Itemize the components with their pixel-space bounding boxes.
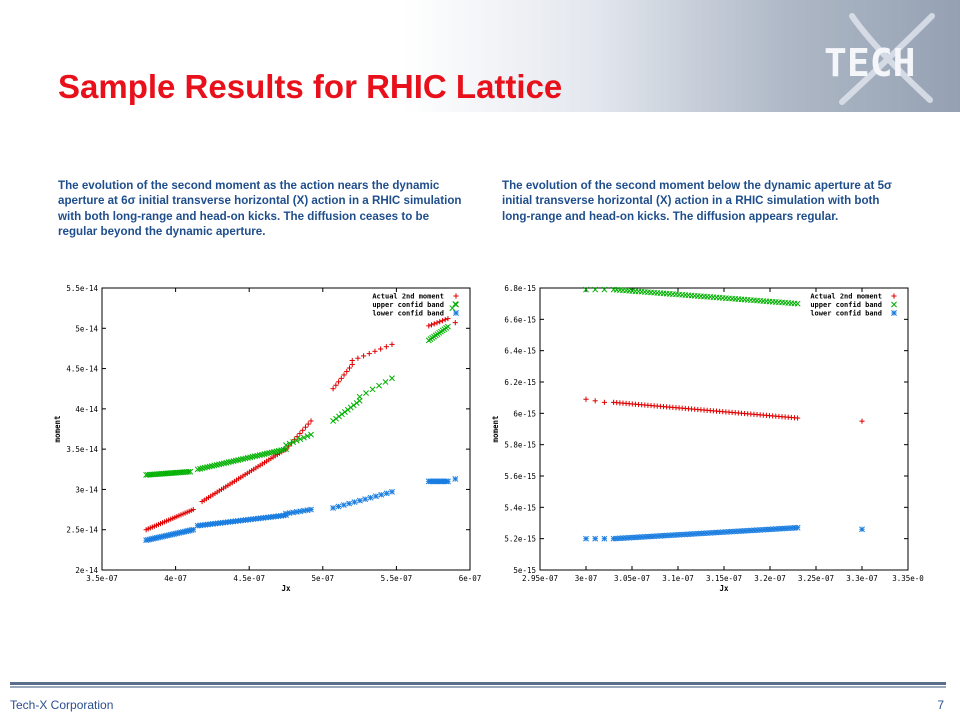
page-number: 7 [937,698,944,712]
data-point [368,495,373,500]
legend-marker [453,310,458,315]
x-axis-label: Jx [281,584,291,593]
x-tick-label: 3e-07 [574,574,598,583]
footer-rule [10,682,946,685]
data-point [384,491,389,496]
y-tick-label: 2e-14 [75,566,98,575]
data-point [357,498,362,503]
data-point [347,501,352,506]
data-point [389,489,394,494]
chart-left [52,280,482,600]
chart-left-svg [52,280,482,600]
data-point [859,527,864,532]
data-point [445,479,450,484]
y-axis-label: moment [53,415,62,443]
caption-right: The evolution of the second moment below the dynamic aperture at 5σ initial transverse horizontal (X) action in a RHIC simulation with both long-range and head-on kicks. The diffusion appears regular. [502,179,892,223]
slide-title: Sample Results for RHIC Lattice [58,68,563,105]
legend-label: lower confid band [810,309,882,318]
legend-label: upper confid band [372,301,444,309]
legend-label: lower confid band [372,309,444,318]
caption-left: The evolution of the second moment as the action nears the dynamic aperture at 6σ initial transverse horizontal (X) action in a RHIC simulation with both long-range and head-on kicks. The diffusion ceases to be regular beyond the dynamic aperture. [58,179,462,239]
y-tick-label: 5.8e-15 [504,440,536,450]
x-tick-label: 4e-07 [164,574,187,583]
x-tick-label: 3.1e-07 [662,574,694,583]
footer-org: Tech-X Corporation [10,698,114,712]
x-tick-label: 3.35e-0 [892,574,924,583]
data-point [583,536,588,541]
x-tick-label: 3.5e-07 [86,574,118,583]
data-point [331,505,336,510]
y-tick-label: 5e-15 [513,566,536,575]
y-tick-label: 6.6e-15 [504,315,536,325]
data-point [336,504,341,509]
chart-right [491,280,924,600]
y-tick-label: 5.5e-14 [66,284,98,293]
y-tick-label: 5.2e-15 [504,534,536,544]
y-tick-label: 5e-14 [75,324,98,334]
data-point [373,494,378,499]
legend-label: Actual 2nd moment [810,292,882,301]
tech-x-logo [812,8,957,108]
y-tick-label: 3e-14 [75,485,98,495]
data-point [453,476,458,481]
y-tick-label: 2.5e-14 [66,525,98,535]
x-tick-label: 5.5e-07 [380,574,413,583]
data-point [593,536,598,541]
data-point [308,507,313,512]
data-point [602,536,607,541]
y-tick-label: 5.6e-15 [504,472,536,481]
x-tick-label: 6e-07 [458,574,482,583]
logo-text: TECH [824,41,916,85]
x-axis-label: Jx [719,584,729,593]
x-tick-label: 2.95e-07 [521,574,559,583]
x-tick-label: 3.15e-07 [705,574,743,583]
data-point [352,500,357,505]
data-point [363,497,368,502]
y-tick-label: 6.2e-15 [504,378,536,387]
x-tick-label: 4.5e-07 [233,574,266,583]
y-tick-label: 4.5e-14 [66,364,98,374]
y-tick-label: 4e-14 [75,404,98,414]
y-tick-label: 6.4e-15 [504,346,536,356]
x-tick-label: 5e-07 [311,574,335,583]
data-point [341,502,346,507]
legend-label: Actual 2nd moment [372,292,444,301]
data-point [795,525,800,530]
y-tick-label: 6.8e-15 [504,284,536,293]
y-tick-label: 5.4e-15 [504,503,536,513]
plot-frame [540,288,908,570]
x-tick-label: 3.25e-07 [797,574,835,583]
plot-frame [102,288,470,570]
y-tick-label: 3.5e-14 [66,445,98,455]
y-tick-label: 6e-15 [513,409,536,419]
x-tick-label: 3.05e-07 [613,574,651,583]
y-axis-label: moment [491,415,500,443]
chart-right-svg [491,280,924,600]
x-tick-label: 3.2e-07 [754,574,786,583]
footer-rule-light [10,686,946,688]
legend-label: upper confid band [810,301,882,309]
x-tick-label: 3.3e-07 [846,574,878,583]
data-point [379,492,384,497]
legend-marker [891,310,896,315]
